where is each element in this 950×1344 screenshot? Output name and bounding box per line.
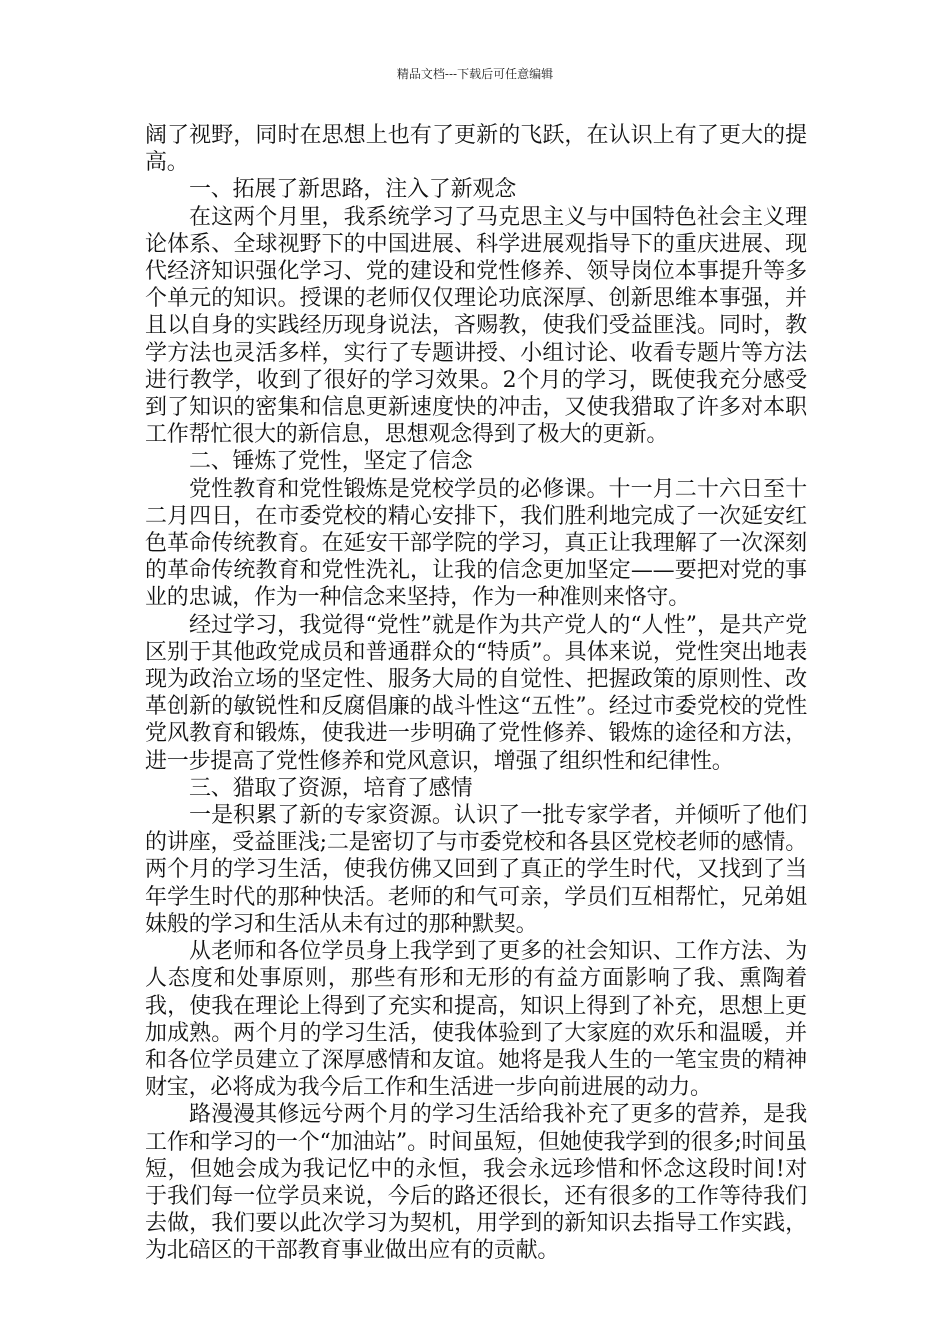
paragraph: 党性教育和党性锻炼是党校学员的必修课。十一月二十六日至十二月四日，在市委党校的精心安排下，我们胜利地完成了一次延安红色革命传统教育。在延安干部学院的学习，真正让我理解了一次深刻的革命传统教育和党性洗礼，让我的信念更加坚定——要把对党的事业的忠诚，作为一种信念来坚持，作为一种准则来恪守。 xyxy=(145,476,807,611)
paragraph: 一是积累了新的专家资源。认识了一批专家学者，并倾听了他们的讲座，受益匪浅;二是密切了与市委党校和各县区党校老师的感情。两个月的学习生活，使我仿佛又回到了真正的学生时代，又找到了当年学生时代的那种快活。老师的和气可亲，学员们互相帮忙，兄弟姐妹般的学习和生活从未有过的那种默契。 xyxy=(145,803,807,937)
page-header: 精品文档---下载后可任意编辑 xyxy=(396,67,554,81)
paragraph: 从老师和各位学员身上我学到了更多的社会知识、工作方法、为人态度和处事原则，那些有形和无形的有益方面影响了我、熏陶着我，使我在理论上得到了充实和提高，知识上得到了补充，思想上更加成熟。两个月的学习生活，使我体验到了大家庭的欢乐和温暖，并和各位学员建立了深厚感情和友谊。她将是我人生的一笔宝贵的精神财宝，必将成为我今后工作和生活进一步向前进展的动力。 xyxy=(145,939,807,1101)
paragraph: 经过学习，我觉得“党性”就是作为共产党人的“人性”，是共产党区别于其他政党成员和普通群众的“特质”。具体来说，党性突出地表现为政治立场的坚定性、服务大局的自觉性、把握政策的原则性、改革创新的敏锐性和反腐倡廉的战斗性这“五性”。经过市委党校的党性党风教育和锻炼，使我进一步明确了党性修养、锻炼的途径和方法，进一步提高了党性修养和党风意识，增强了组织性和纪律性。 xyxy=(145,612,807,774)
section-heading-1: 一、拓展了新思路，注入了新观念 xyxy=(189,177,517,203)
paragraph: 在这两个月里，我系统学习了马克思主义与中国特色社会主义理论体系、全球视野下的中国进展、科学进展观指导下的重庆进展、现代经济知识强化学习、党的建设和党性修养、领导岗位本事提升等多个单元的知识。授课的老师仅仅理论功底深厚、创新思维本事强，并且以自身的实践经历现身说法，吝赐教，使我们受益匪浅。同时，教学方法也灵活多样，实行了专题讲授、小组讨论、收看专题片等方法进行教学，收到了很好的学习效果。2个月的学习，既使我充分感受到了知识的密集和信息更新速度快的冲击，又使我猎取了许多对本职工作帮忙很大的新信息，思想观念得到了极大的更新。 xyxy=(145,204,807,448)
section-heading-2: 二、锤炼了党性，坚定了信念 xyxy=(189,449,473,475)
paragraph: 路漫漫其修远兮两个月的学习生活给我补充了更多的营养，是我工作和学习的一个“加油站”。时间虽短，但她使我学到的很多;时间虽短，但她会成为我记忆中的永恒，我会永远珍惜和怀念这段时间!对于我们每一位学员来说，今后的路还很长，还有很多的工作等待我们去做，我们要以此次学习为契机，用学到的新知识去指导工作实践，为北碚区的干部教育事业做出应有的贡献。 xyxy=(145,1102,807,1264)
section-heading-3: 三、猎取了资源，培育了感情 xyxy=(189,775,473,801)
paragraph-continued: 阔了视野，同时在思想上也有了更新的飞跃，在认识上有了更大的提高。 xyxy=(145,123,807,176)
document-body xyxy=(145,122,807,1265)
